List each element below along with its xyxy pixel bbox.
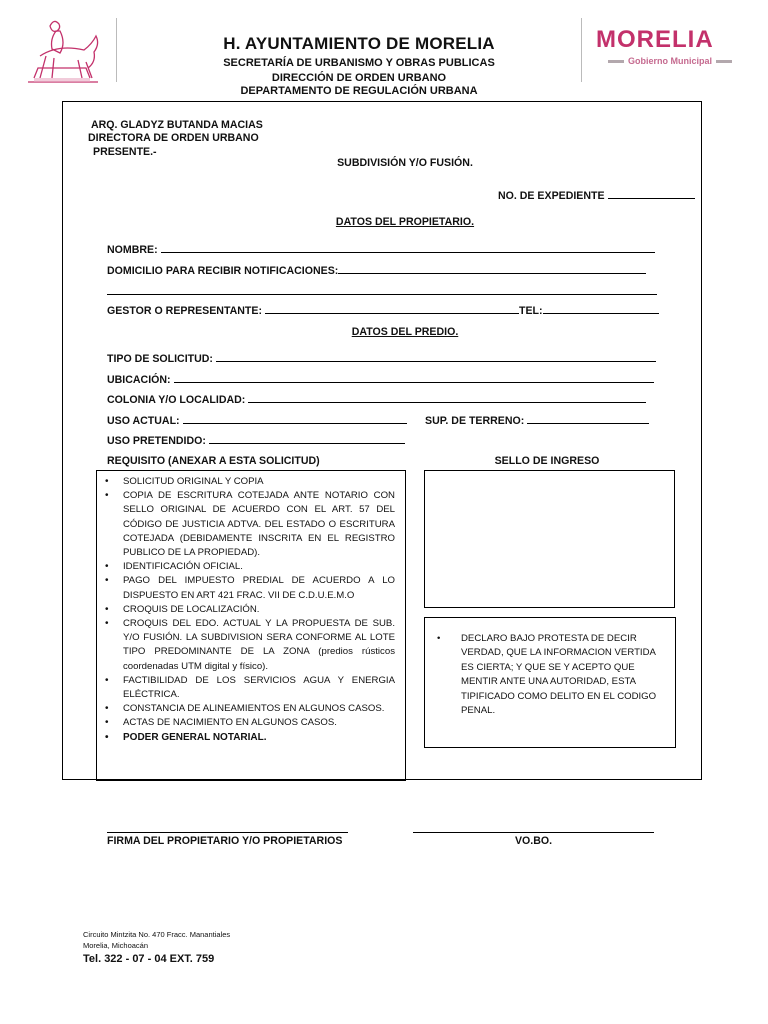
department-line: DEPARTAMENTO DE REGULACIÓN URBANA bbox=[240, 85, 478, 97]
domicilio-field[interactable]: DOMICILIO PARA RECIBIR NOTIFICACIONES: bbox=[107, 264, 646, 277]
tipo-solicitud-field[interactable]: TIPO DE SOLICITUD: bbox=[107, 352, 656, 365]
ubicacion-field[interactable]: UBICACIÓN: bbox=[107, 373, 654, 386]
addressee-greeting: PRESENTE.- bbox=[93, 146, 157, 158]
property-section-title: DATOS DEL PREDIO. bbox=[351, 326, 459, 338]
morelos-statue-logo-icon bbox=[20, 16, 104, 86]
morelia-brand-logo: MORELIA bbox=[596, 26, 714, 53]
uso-actual-field[interactable]: USO ACTUAL: bbox=[107, 414, 407, 427]
owner-section-title: DATOS DEL PROPIETARIO. bbox=[335, 216, 475, 228]
expediente-field[interactable]: NO. DE EXPEDIENTE bbox=[498, 189, 695, 202]
requirement-item: • IDENTIFICACIÓN OFICIAL. bbox=[97, 560, 395, 574]
requirements-box bbox=[96, 470, 406, 781]
gestor-field[interactable]: GESTOR O REPRESENTANTE: TEL: bbox=[107, 304, 659, 317]
municipality-title: H. AYUNTAMIENTO DE MORELIA bbox=[223, 34, 495, 53]
requisito-heading: REQUISITO (ANEXAR A ESTA SOLICITUD) bbox=[107, 455, 320, 467]
colonia-field[interactable]: COLONIA Y/O LOCALIDAD: bbox=[107, 393, 646, 406]
requirement-item: • PODER GENERAL NOTARIAL. bbox=[97, 731, 395, 745]
sello-heading: SELLO DE INGRESO bbox=[494, 455, 600, 467]
header-divider-left bbox=[116, 18, 117, 82]
domicilio-extra-line[interactable] bbox=[107, 284, 657, 295]
seal-box bbox=[424, 470, 675, 608]
addressee-name: ARQ. GLADYZ BUTANDA MACIAS bbox=[91, 119, 263, 131]
brand-tagline: Gobierno Municipal bbox=[598, 56, 742, 66]
requirement-item: • CONSTANCIA DE ALINEAMIENTOS EN ALGUNOS CASOS. bbox=[97, 702, 395, 716]
declaration-box bbox=[424, 617, 676, 748]
declaration-text: • DECLARO BAJO PROTESTA DE DECIR VERDAD, QUE LA INFORMACION VERTIDA ES CIERTA; Y QUE SE Y ACEPTO QUE MENTIR ANTE UNA AUTORIDAD, ESTA TIPIFICADO COMO DELITO EN EL CODIGO PENAL. bbox=[425, 632, 663, 718]
requirement-item: • SOLICITUD ORIGINAL Y COPIA bbox=[97, 475, 395, 489]
requirement-item: • PAGO DEL IMPUESTO PREDIAL DE ACUERDO A LO DISPUESTO EN ART 421 FRAC. VII DE C.D.U.E.M.O bbox=[97, 574, 395, 602]
direction-line: DIRECCIÓN DE ORDEN URBANO bbox=[271, 72, 447, 84]
requirements-list bbox=[97, 475, 395, 745]
requirement-item: • CROQUIS DEL EDO. ACTUAL Y LA PROPUESTA DE SUB. Y/O FUSIÓN. LA SUBDIVISION SERA CONFORME AL LOTE TIPO PREDOMINANTE DE LA ZONA (predios rústicos coordenadas UTM digital y físico). bbox=[97, 617, 395, 674]
secretariat-line: SECRETARÍA DE URBANISMO Y OBRAS PUBLICAS bbox=[223, 57, 495, 69]
header-divider-right bbox=[581, 18, 582, 82]
approval-label: VO.BO. bbox=[514, 835, 553, 847]
sup-terreno-field[interactable]: SUP. DE TERRENO: bbox=[425, 414, 649, 427]
footer-phone: Tel. 322 - 07 - 04 EXT. 759 bbox=[83, 953, 215, 965]
nombre-field[interactable]: NOMBRE: bbox=[107, 243, 655, 256]
footer-address-line1: Circuito Mintzita No. 470 Fracc. Manantiales bbox=[83, 930, 231, 939]
addressee-role: DIRECTORA DE ORDEN URBANO bbox=[88, 132, 259, 144]
requirement-item: • ACTAS DE NACIMIENTO EN ALGUNOS CASOS. bbox=[97, 716, 395, 730]
requirement-item: • CROQUIS DE LOCALIZACIÓN. bbox=[97, 603, 395, 617]
requirement-item: • COPIA DE ESCRITURA COTEJADA ANTE NOTARIO CON SELLO ORIGINAL DE ACUERDO CON EL ART. 57 DEL CÓDIGO DE JUSTICIA ADTVA. DEL ESTADO O ESCRITURA COTEJADA (DEBIDAMENTE INSCRITA EN EL REGISTRO PUBLICO DE LA PROPIEDAD). bbox=[97, 489, 395, 560]
footer-address-line2: Morelia, Michoacán bbox=[83, 941, 149, 950]
requirement-item: • FACTIBILIDAD DE LOS SERVICIOS AGUA Y ENERGIA ELÉCTRICA. bbox=[97, 674, 395, 702]
owner-signature-label: FIRMA DEL PROPIETARIO Y/O PROPIETARIOS bbox=[107, 835, 343, 847]
approval-signature-line[interactable] bbox=[413, 831, 654, 833]
form-subject: SUBDIVISIÓN Y/O FUSIÓN. bbox=[337, 157, 473, 169]
uso-pretendido-field[interactable]: USO PRETENDIDO: bbox=[107, 434, 405, 447]
owner-signature-line[interactable] bbox=[107, 831, 348, 833]
